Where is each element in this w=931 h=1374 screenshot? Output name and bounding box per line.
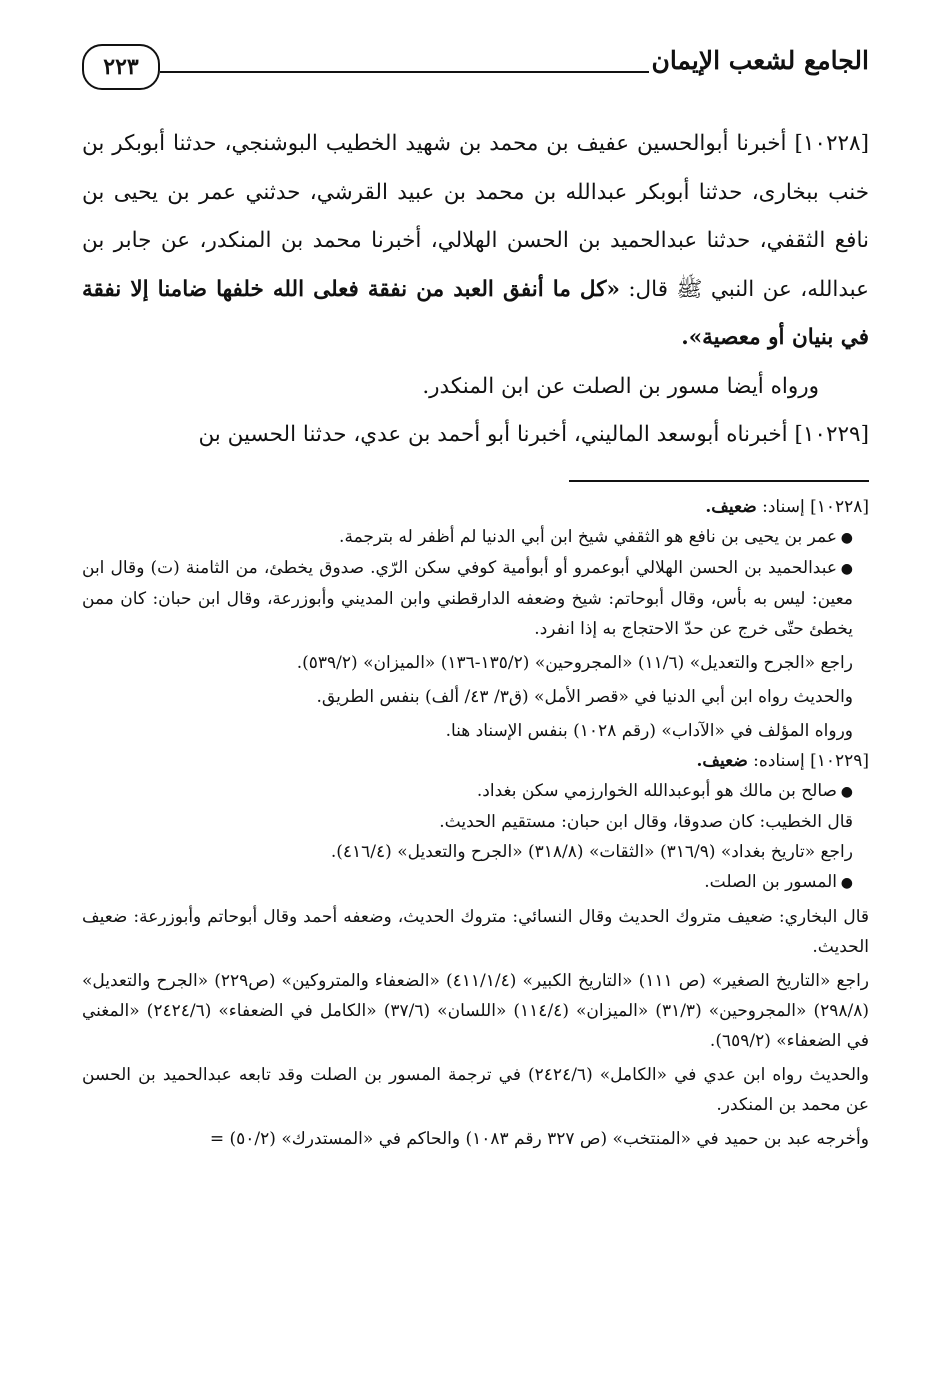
footnote-10228-heading [82, 492, 869, 522]
page-header [82, 38, 869, 100]
footnote-10229-references-2: راجع «التاريخ الصغير» (ص ١١١) «التاريخ الكبير» (٤١١/١/٤) «الضعفاء والمتروكين» (ص٢٢٩) «الجرح والتعديل» (٢٩٨/٨) «المجروحين» (٣١/٣) «الميزان» (١١٤/٤) «اللسان» (٣٧/٦) «الكامل في الضعفاء» (٢٤٢٤/٦) «المغني في الضعفاء» (٦٥٩/٢). [82, 971, 870, 1051]
footnote-10228-bullet-1 [82, 522, 869, 553]
footnote-10228-bullet-2 [82, 553, 869, 644]
footnote-10229-grade: ضعيف. [696, 751, 748, 771]
bullet-icon: ● [840, 530, 853, 546]
riwaya-note: ورواه أيضا مسور بن الصلت عن ابن المنكدر. [422, 373, 819, 399]
bullet-icon: ● [840, 875, 853, 891]
footnotes [82, 492, 869, 1154]
hadith-10228 [82, 120, 869, 363]
footnote-10229-bukhari: قال البخاري: ضعيف متروك الحديث وقال النسائي: متروك الحديث، وضعفه أحمد وقال أبوحاتم وأبوزرعة: ضعيف الحديث. [82, 907, 869, 957]
footnote-10229-khatib: قال الخطيب: كان صدوقا، وقال ابن حبان: مستقيم الحديث. [439, 812, 853, 832]
bullet-text: صالح بن مالك هو أبوعبدالله الخوارزمي سكن بغداد. [476, 781, 837, 801]
running-title: الجامع لشعب الإيمان [651, 46, 869, 75]
footnote-10229-references-1: راجع «تاريخ بغداد» (٣١٦/٩) «الثقات» (٣١٨/٨) «الجرح والتعديل» (٤١٦/٤). [330, 842, 853, 862]
hadith-10229: [١٠٢٢٩] أخبرناه أبوسعد الماليني، أخبرنا أبو أحمد بن عدي، حدثنا الحسين بن [198, 422, 869, 447]
footnote-10228-grade: ضعيف. [705, 497, 757, 517]
bullet-text: عبدالحميد بن الحسن الهلالي أبوعمرو أو أبوأمية كوفي سكن الرّي. صدوق يخطئ، من الثامنة (ت) وقال ابن معين: ليس به بأس، وقال أبوحاتم: شيخ وضعفه الدارقطني وابن المديني وأبوزرعة، وقال ابن حبان: كان ممن يخطئ حتّى خرج عن حدّ الاحتجاج به إذا انفرد. [82, 558, 853, 639]
footnote-10228-references: راجع «الجرح والتعديل» (١١/٦) «المجروحين» (١٣٥/٢-١٣٦) «الميزان» (٥٣٩/٢). [296, 653, 853, 673]
footnote-separator [569, 480, 869, 482]
footnote-10229-heading [82, 746, 869, 776]
bullet-text: المسور بن الصلت. [704, 872, 837, 892]
bullet-icon: ● [840, 784, 853, 800]
hadith-10228-isnad: [١٠٢٢٨] أخبرنا أبوالحسين عفيف بن محمد بن شهيد الخطيب البوشنجي، حدثنا أبوبكر بن خنب ببخارى، حدثنا أبوبكر عبدالله بن محمد بن عبيد القرشي، حدثني عمر بن يحيى بن نافع الثقفي، حدثنا عبدالحميد بن الحسن الهلالي، أخبرنا محمد بن المنكدر، عن جابر بن عبدالله، عن النبي ﷺ قال: [82, 131, 869, 302]
bullet-text: عمر بن يحيى بن نافع هو الثقفي شيخ ابن أبي الدنيا لم أظفر له بترجمة. [339, 527, 837, 547]
footnote-10229-hadith: والحديث رواه ابن عدي في «الكامل» (٢٤٢٤/٦) في ترجمة المسور بن الصلت وقد تابعه عبدالحميد بن الحسن عن محمد بن المنكدر. [82, 1065, 869, 1115]
footnote-10228-hadith: والحديث رواه ابن أبي الدنيا في «قصر الأمل» (ق٣/ ٤٣/ ألف) بنفس الطريق. [316, 687, 853, 707]
footnote-10229-label: [١٠٢٢٩] إسناده: [747, 751, 869, 771]
page-number: ٢٢٣ [82, 44, 160, 90]
footnote-10229-takhrij: وأخرجه عبد بن حميد في «المنتخب» (ص ٣٢٧ رقم ١٠٨٣) والحاكم في «المستدرك» (٥٠/٢) = [209, 1129, 869, 1149]
header-rule [160, 71, 649, 73]
footnote-10229-bullet-1 [82, 776, 869, 807]
bullet-icon: ● [840, 561, 853, 577]
main-text [82, 120, 869, 460]
footnote-10228-adab: ورواه المؤلف في «الآداب» (رقم ١٠٢٨) بنفس الإسناد هنا. [445, 721, 853, 741]
hadith-10228-matn: «كل ما أنفق العبد من نفقة فعلى الله خلفها ضامنا إلا نفقة في بنيان أو معصية». [82, 276, 869, 350]
footnote-10229-bullet-2 [82, 867, 869, 898]
footnote-10228-label: [١٠٢٢٨] إسناد: [756, 497, 869, 517]
